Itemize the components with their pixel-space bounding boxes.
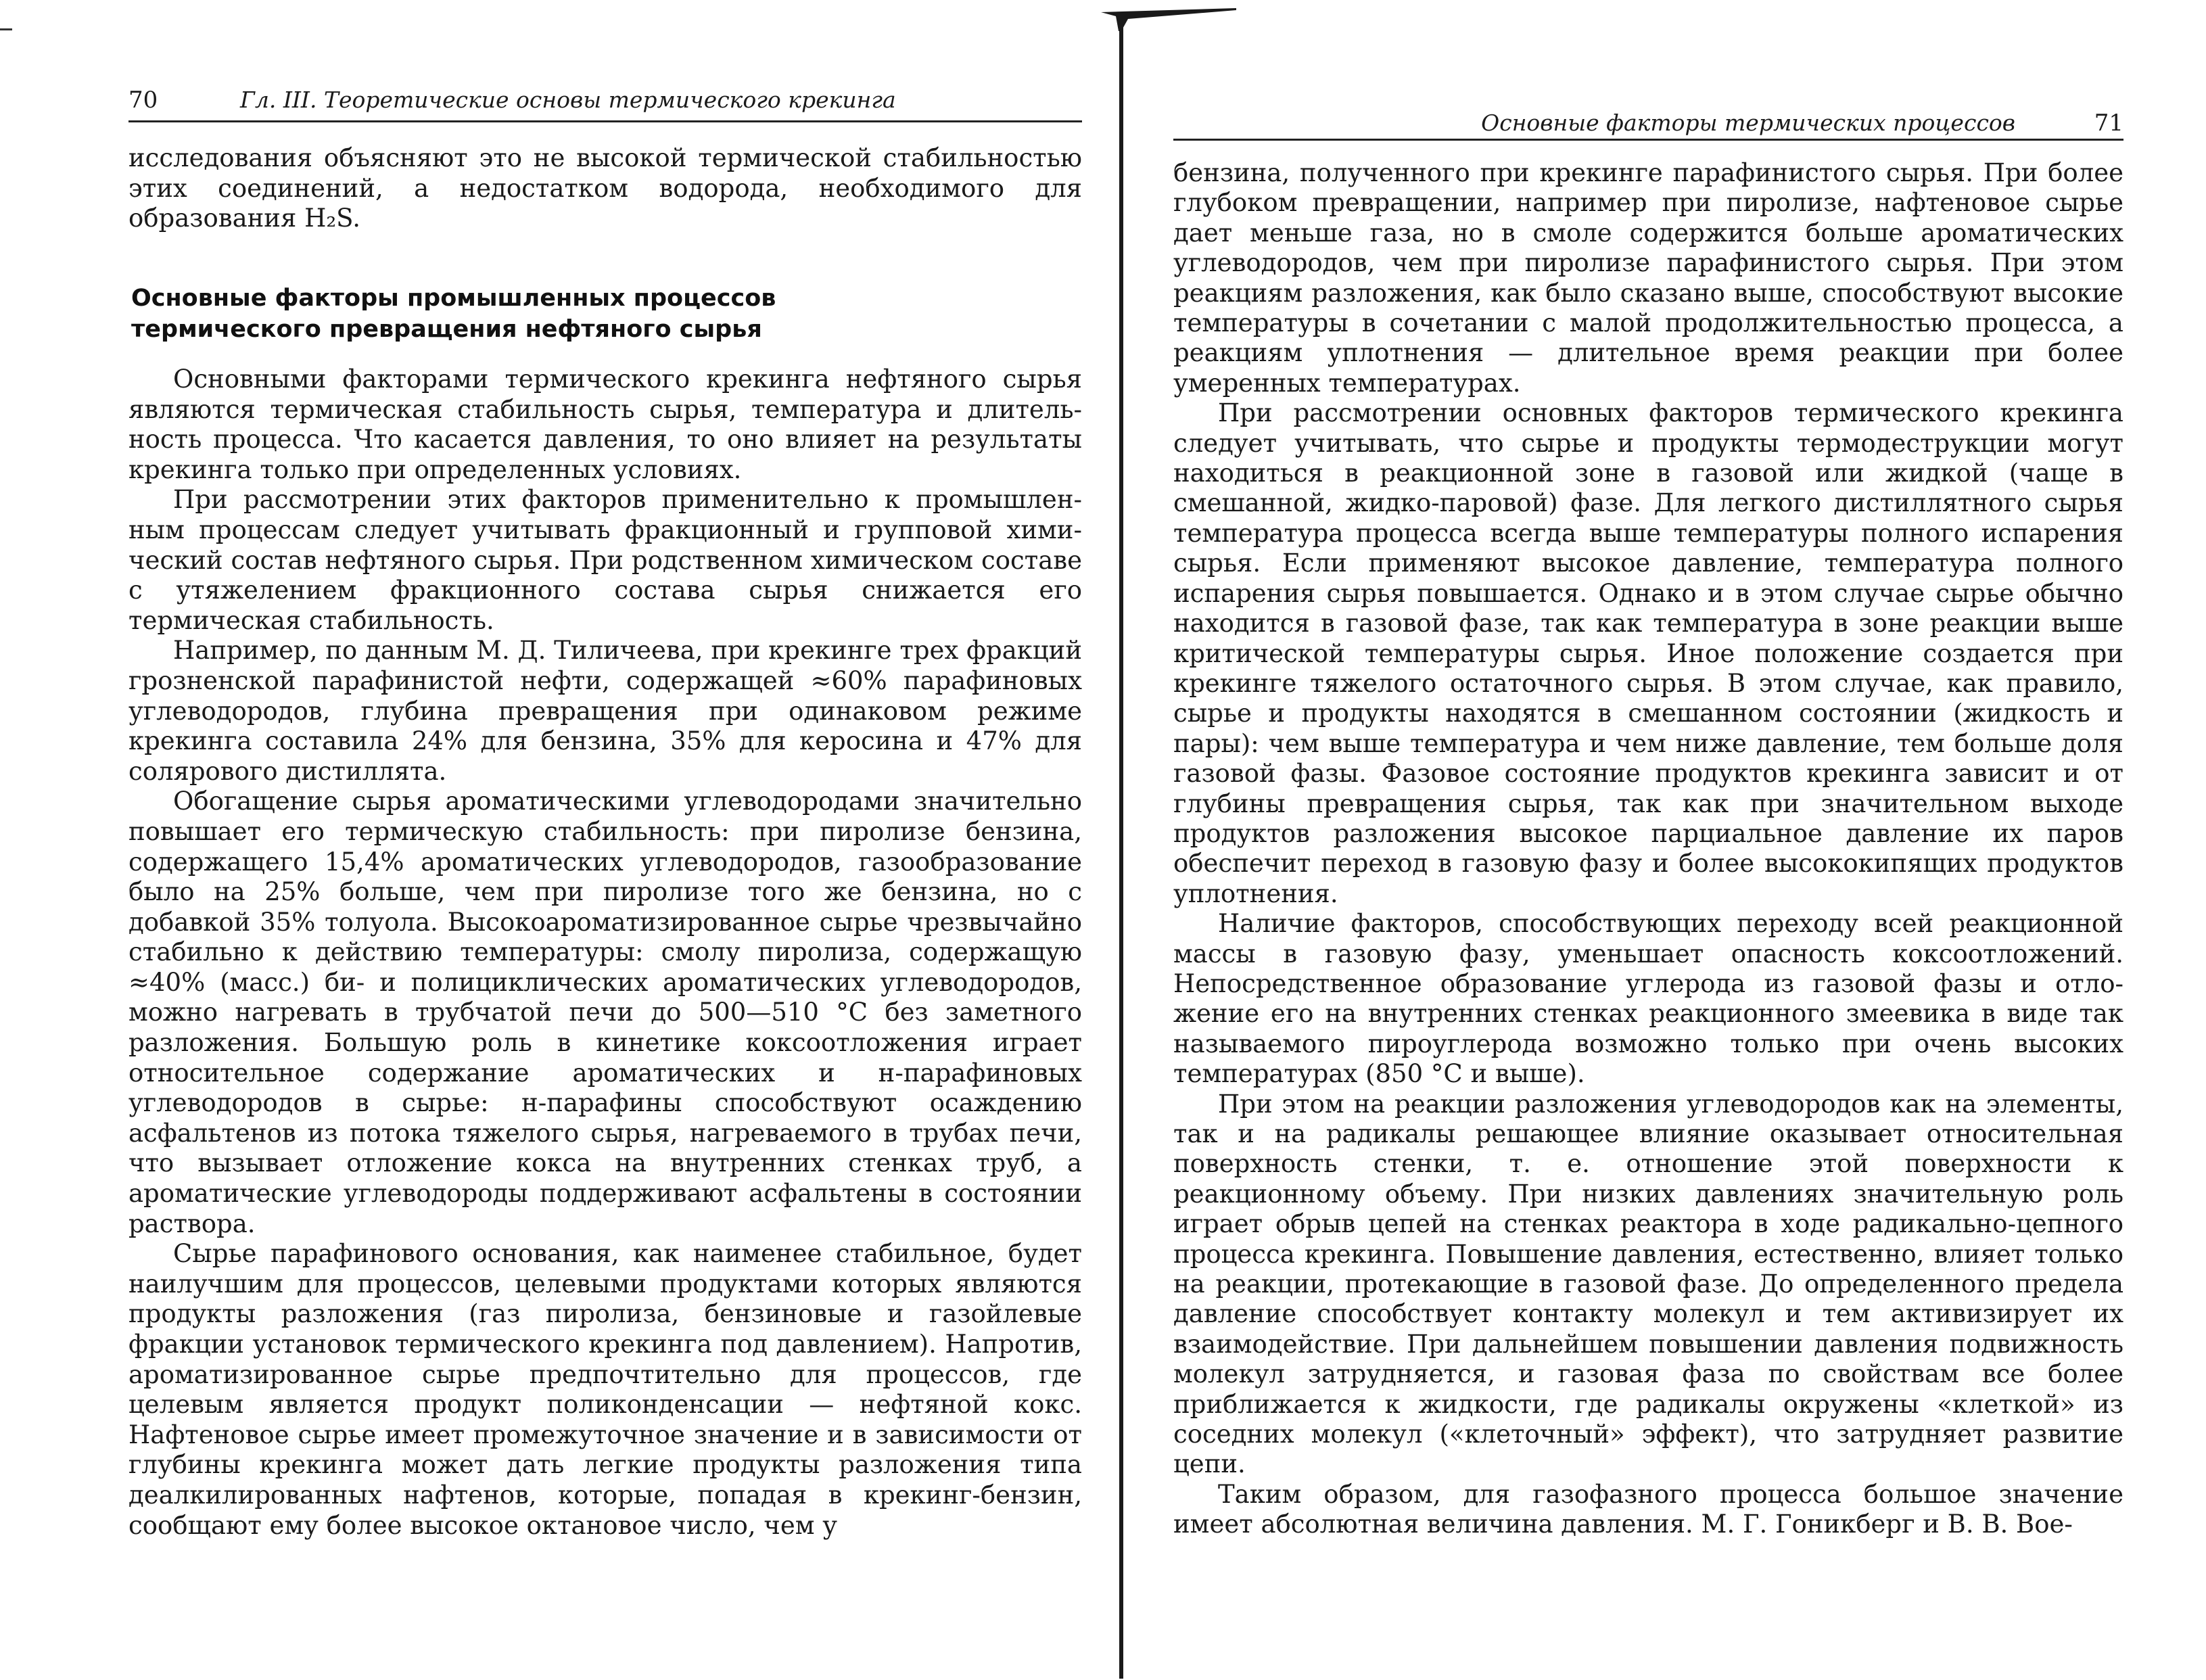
right-paragraph: При этом на реакции разложения углеводородов как на элементы, так и на радикалы решающее влияние оказывает относительная поверхность стенки, т. е. отношение этой поверхности к реакционному объему. При низких давлениях значительную роль играет обрыв цепей на стенках реактора в ходе радикально-цепного процесса крекинга. Повышение давления, естественно, влияет только на реакции, протекающие в газовой фазе. До определенного предела давление способствует контакту молекул и тем активизирует их взаимодействие. При дальнейшем повышении давления подвижность молекул затрудняется, и газовая фаза по свойствам все более приближается к жидкости, где радикалы окружены «клеткой» из соседних молекул («клеточный» эффект), что затрудняет развитие цепи. xyxy=(1173,1089,2123,1479)
scan-corner-mark xyxy=(0,28,12,30)
left-page-number: 70 xyxy=(128,87,158,114)
right-paragraph: Таким образом, для газофазного процесса большое значение имеет абсолютная величина давления. М. Г. Гоникберг и В. В. Вое- xyxy=(1173,1479,2123,1539)
section-heading-line-2: термического превращения нефтяного сырья xyxy=(131,316,762,343)
right-page-number: 71 xyxy=(2094,110,2123,137)
left-paragraph: При рассмотрении этих факторов применительно к промышленным процессам следует учитывать фракционный и групповой химический состав нефтяного сырья. При родственном химическом составе с утяжелением фракционного состава сырья снижается его термическая стабильность. xyxy=(128,485,1082,635)
left-header-rule xyxy=(128,120,1082,122)
left-paragraph: Например, по данным М. Д. Тиличеева, при крекинге трех фракций грозненской парафинистой нефти, содержащей ≈60% парафиновых углеводородов, глубина превращения при одинаковом режиме крекинга составила 24% для бензина, 35% для керосина и 47% для солярового дистиллята. xyxy=(128,636,1082,786)
left-main-text xyxy=(128,365,1082,1541)
right-running-head xyxy=(1173,87,2123,137)
left-page xyxy=(128,0,1082,1680)
right-paragraph: бензина, полученного при крекинге парафинистого сырья. При более глубоком превращении, например при пиролизе, нафтеновое сырье дает меньше газа, но в смоле содержится больше ароматических углеводородов, чем при пиролизе парафинистого сырья. При этом реакциям разложения, как было сказано выше, способствуют высокие температуры в сочетании с малой продолжительностью процесса, а реакциям уплотнения — длительное время реакции при более умеренных температурах. xyxy=(1173,158,2123,398)
left-paragraph: Основными факторами термического крекинга нефтяного сырья являются термическая стабильность сырья, температура и длительность процесса. Что касается давления, то оно влияет на результаты крекинга только при определенных условиях. xyxy=(128,365,1082,484)
right-header-rule xyxy=(1173,139,2123,141)
right-main-text xyxy=(1173,158,2123,1540)
left-running-head-title: Гл. III. Теоретические основы термического крекинга xyxy=(240,87,896,113)
right-paragraph: Наличие факторов, способствующих переходу всей реакционной массы в газовую фазу, уменьшает опасность коксоотложений. Непосредственное образование углерода из газовой фазы и отложение его на внутренних стенках реакционного змеевика в виде так называемого пироуглерода возможно только при очень высоких температурах (850 °С и выше). xyxy=(1173,909,2123,1089)
right-page xyxy=(1173,0,2123,1680)
left-top-paragraph: исследования объясняют это не высокой термической стабильностью этих соединений, а недостатком водорода, необходимого для образования H₂S. xyxy=(128,143,1082,233)
section-heading-line-1: Основные факторы промышленных процессов xyxy=(131,285,776,312)
left-paragraph: Сырье парафинового основания, как наименее стабильное, будет наилучшим для процессов, целевыми продуктами которых являются продукты разложения (газ пиролиза, бензиновые и газойлевые фракции установок термического крекинга под давлением). Напротив, ароматизированное сырье предпочтительно для процессов, где целевым является продукт поликонденсации — нефтяной кокс. Нафтеновое сырье имеет промежуточное значение и в зависимости от глубины крекинга может дать легкие продукты разложения типа деалкилированных нафтенов, которые, попадая в крекинг-бензин, сообщают ему более высокое октановое число, чем у xyxy=(128,1239,1082,1540)
right-running-head-title: Основные факторы термических процессов xyxy=(1481,110,2015,136)
section-heading xyxy=(131,283,1010,345)
left-running-head xyxy=(128,87,1082,120)
book-spine xyxy=(1119,15,1123,1679)
left-top-text xyxy=(128,143,1082,234)
right-paragraph: При рассмотрении основных факторов термического крекинга следует учитывать, что сырье и продукты термодеструкции могут находиться в реакционной зоне в газовой или жидкой (чаще в смешанной, жидко-паровой) фазе. Для легкого дистиллятного сырья температура процесса всегда выше температуры полного испарения сырья. Если применяют высокое давление, температура полного испарения сырья повышается. Однако и в этом случае сырье обычно находится в газовой фазе, так как температура в зоне реакции выше критической температуры сырья. Иное положение создается при крекинге тяжелого остаточного сырья. В этом случае, как правило, сырье и продукты находятся в смешанном состоянии (жидкость и пары): чем выше температура и чем ниже давление, тем больше доля газовой фазы. Фазовое состояние продуктов крекинга зависит и от глубины превращения сырья, так как при значительном выходе продуктов разложения высокое парциальное давление их паров обеспечит переход в газовую фазу и более высококипящих продуктов уплотнения. xyxy=(1173,398,2123,908)
left-paragraph: Обогащение сырья ароматическими углеводородами значительно повышает его термическую стабильность: при пиролизе бензина, содержащего 15,4% ароматических углеводородов, газообразование было на 25% больше, чем при пиролизе того же бензина, но с добавкой 35% толуола. Высокоароматизированное сырье чрезвычайно стабильно к действию температуры: смолу пиролиза, содержащую ≈40% (масс.) би- и полициклических ароматических углеводородов, можно нагревать в трубчатой печи до 500—510 °С без заметного разложения. Большую роль в кинетике коксоотложения играет относительное содержание ароматических и н-парафиновых углеводородов в сырье: н-парафины способствуют осаждению асфальтенов из потока тяжелого сырья, нагреваемого в трубах печи, что вызывает отложение кокса на внутренних стенках труб, а ароматические углеводороды поддерживают асфальтены в состоянии раствора. xyxy=(128,787,1082,1238)
